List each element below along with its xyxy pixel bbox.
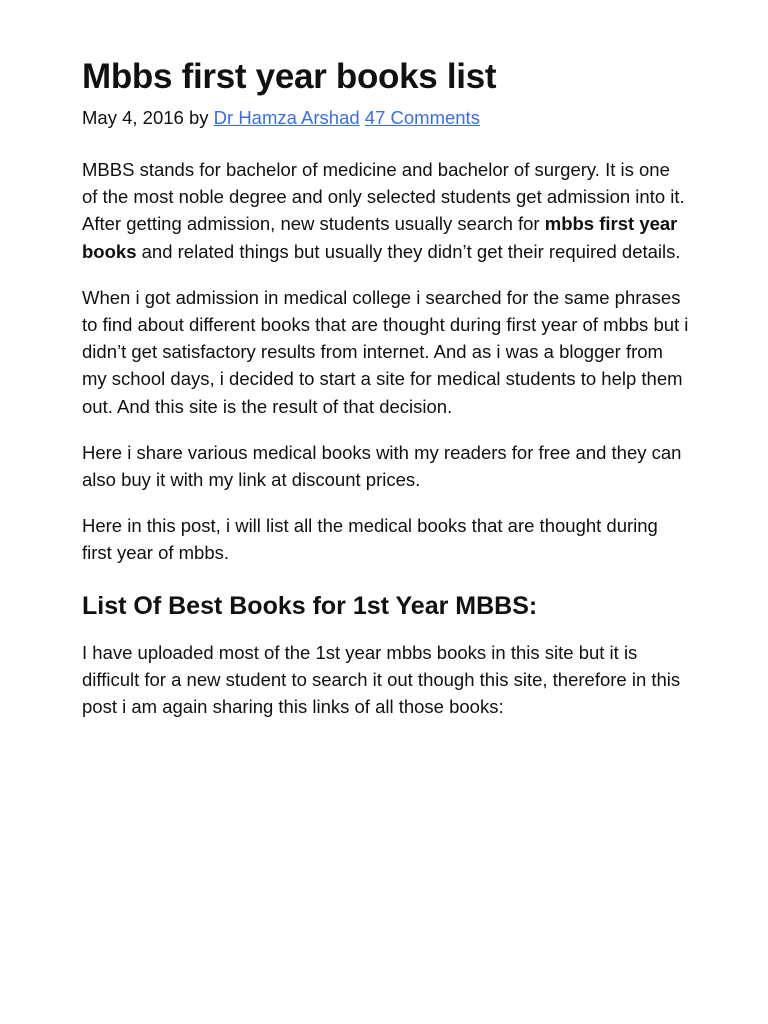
comments-link[interactable]: 47 Comments [364,107,480,128]
intro-text-end: and related things but usually they didn’t get their required details. [136,240,681,262]
post-date: May 4, 2016 [82,107,184,128]
post-by-label: by [188,107,209,128]
author-link[interactable]: Dr Hamza Arshad [213,107,360,128]
share-paragraph: Here i share various medical books with my readers for free and they can also buy it with my link at discount prices. [82,441,682,491]
intro-text-start: MBBS stands for bachelor of medicine and bachelor of surgery. It is one of the most noble degree and only selected students get admission into it. After getting admission, new students usually search for [82,159,685,235]
admission-paragraph: When i got admission in medical college i searched for the same phrases to find about different books that are thought during first year of mbbs but i didn’t get satisfactory results from internet. And as i was a blogger from my school days, i decided to start a site for medical students to help them out. And this site is the result of that decision. [82,286,689,417]
post-content [82,156,690,720]
intro-paragraph [82,156,690,265]
post-article [82,54,690,739]
section-heading: List Of Best Books for 1st Year MBBS: [82,591,538,620]
post-meta [82,104,690,132]
post-title: Mbbs first year books list [82,57,497,96]
uploaded-books-paragraph: I have uploaded most of the 1st year mbbs books in this site but it is difficult for a new student to search it out though this site, therefore in this post i am again sharing this links of all those books: [82,641,681,718]
list-intro-paragraph: Here in this post, i will list all the medical books that are thought during first year of mbbs. [82,515,658,564]
intro-keyword: mbbs first year books [82,213,678,262]
